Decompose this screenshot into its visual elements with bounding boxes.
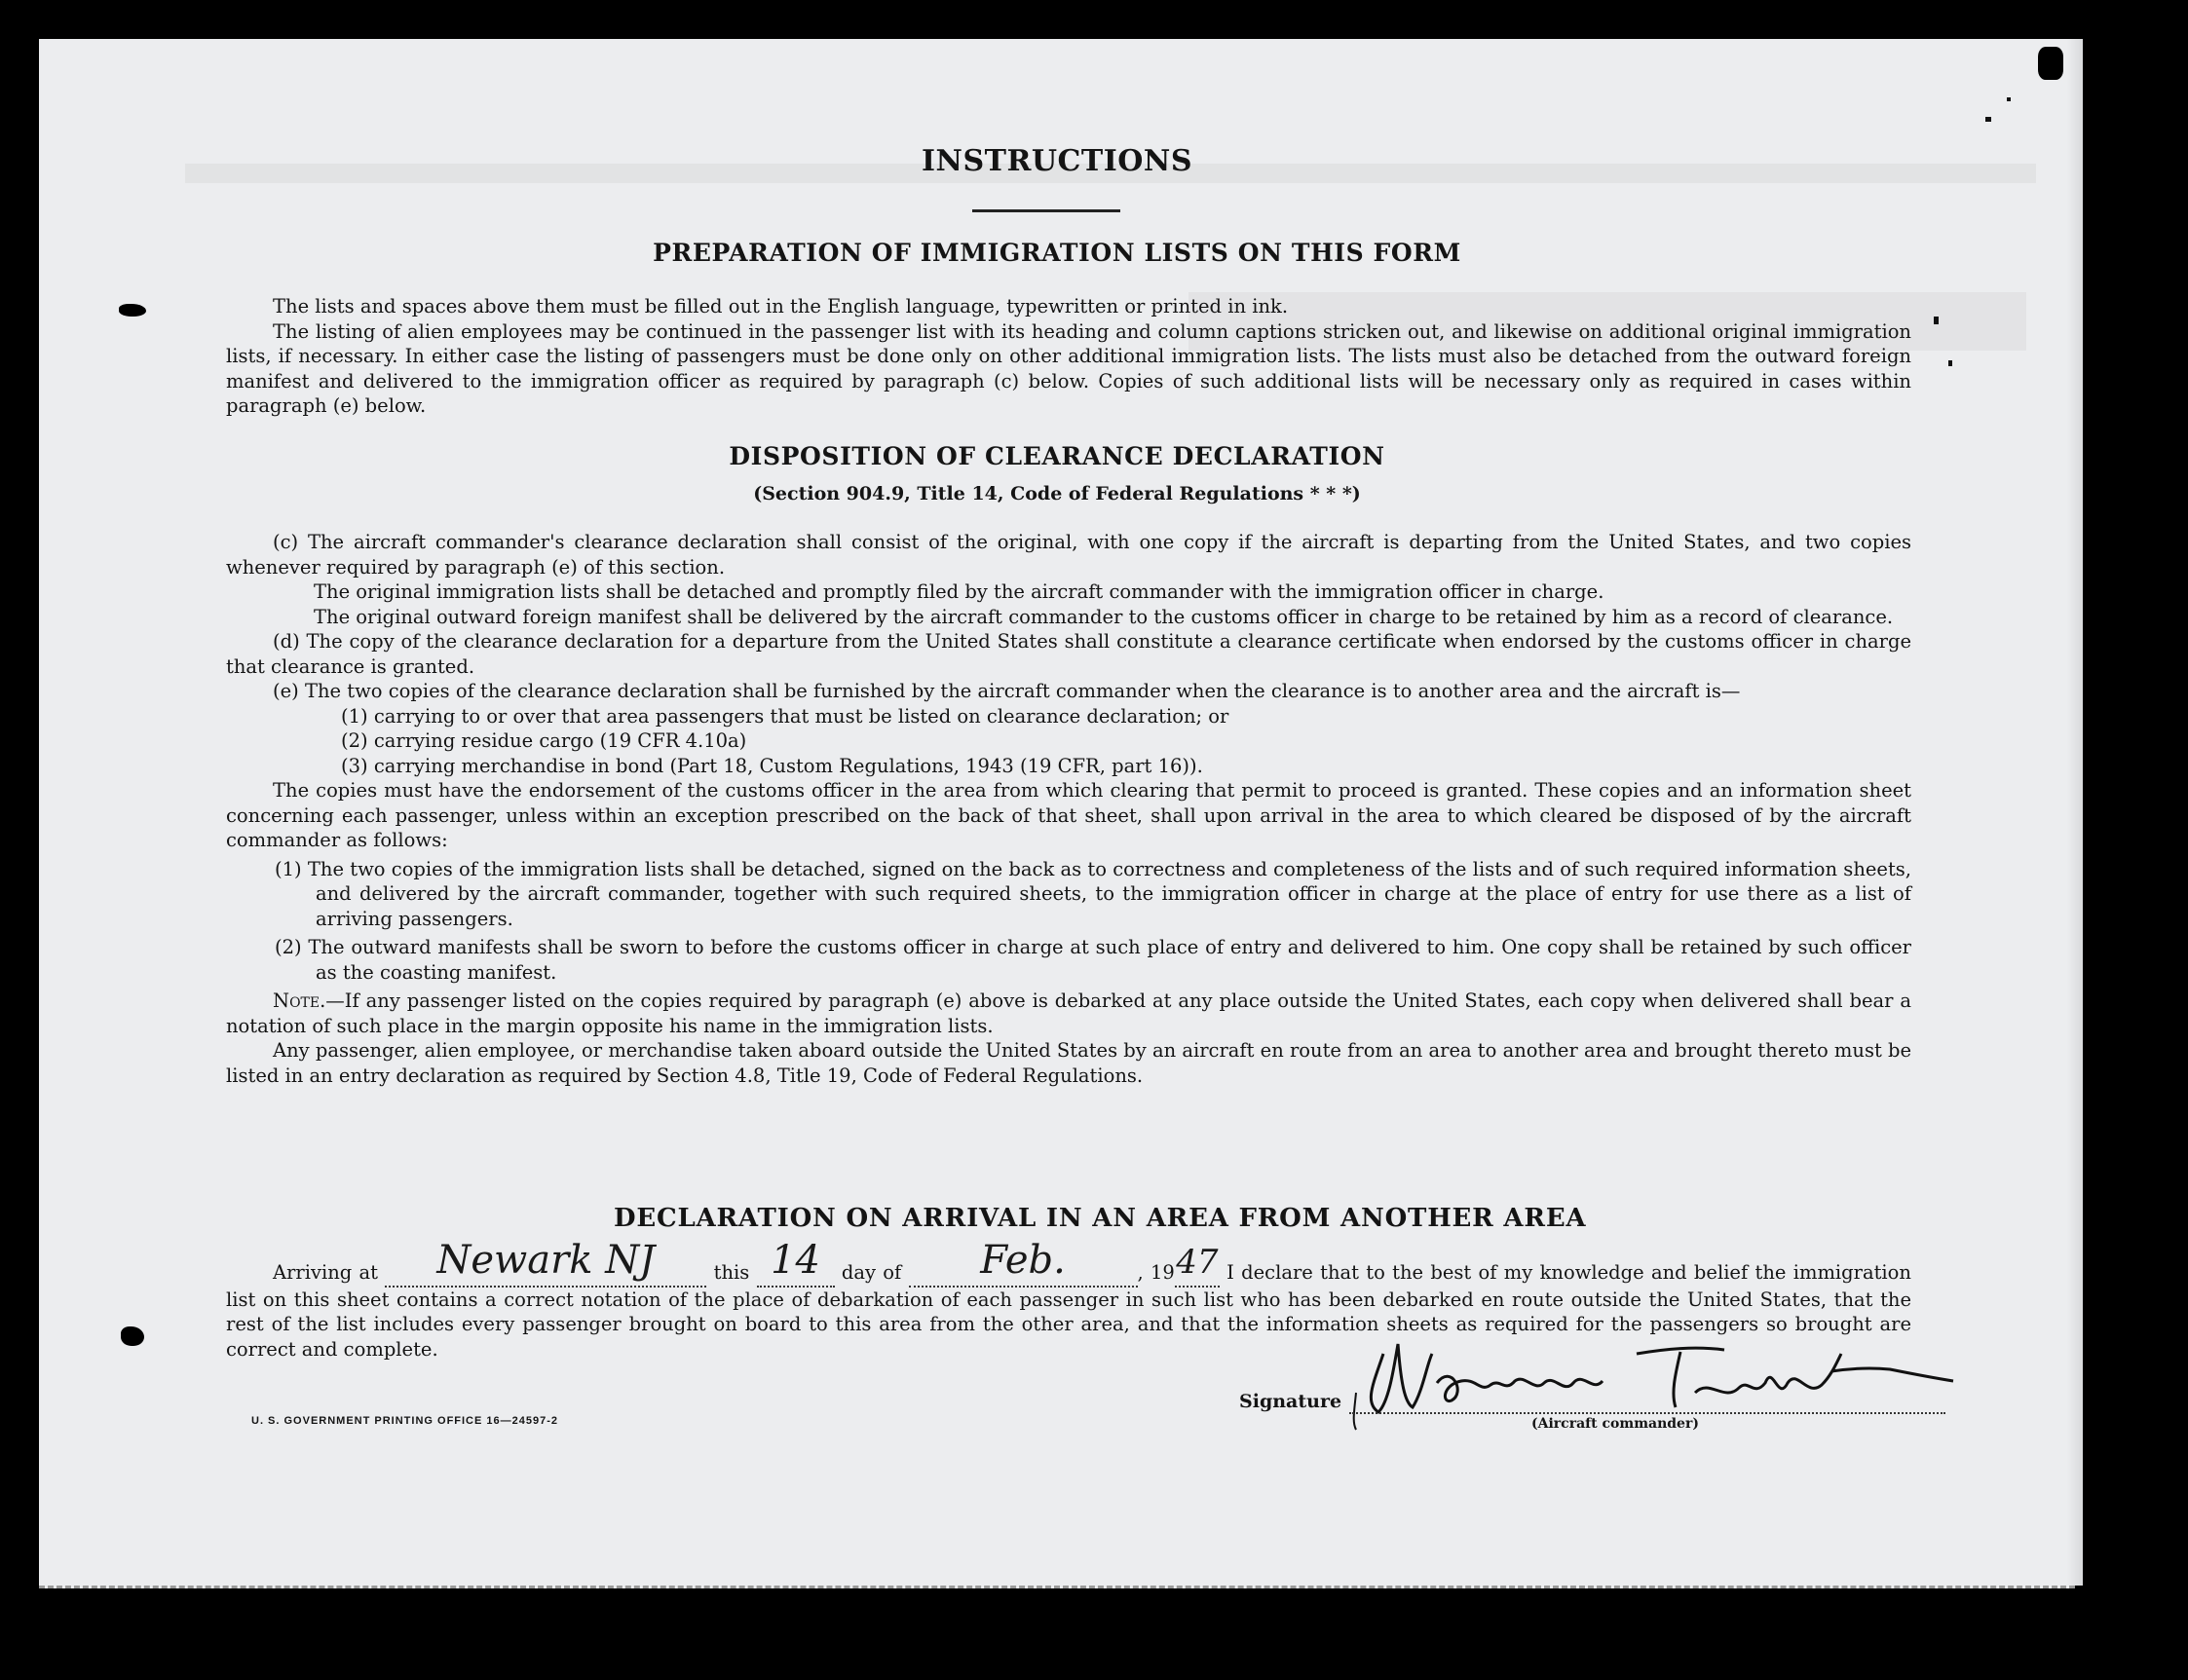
- paragraph-e-item-3: (3) carrying merchandise in bond (Part 18, Custom Regulations, 1943 (19 CFR, part 16)).: [341, 754, 1203, 777]
- paragraph-e: (e) The two copies of the clearance declaration shall be furnished by the aircraft commander when the clearance is to another area and the aircraft is—: [273, 680, 1741, 702]
- speck-mark: [2007, 97, 2011, 101]
- paragraph-c: (c) The aircraft commander's clearance declaration shall consist of the original, with one copy if the aircraft is departing from the United States, and two copies whenever required by paragraph (e) of this section.: [226, 531, 1911, 579]
- preparation-paragraph-2: The listing of alien employees may be continued in the passenger list with its heading and column captions stricken out, and likewise on additional original immigration lists, if necessary. In either case the listing of passengers must be done only on other additional immigration lists. The lists must also be detached from the outward foreign manifest and delivered to the immigration officer as required by paragraph (c) below. Copies of such additional lists will be necessary only as required in cases within paragraph (e) below.: [226, 319, 1911, 417]
- arriving-at-label: Arriving at: [273, 1261, 379, 1284]
- printing-office-imprint: U. S. GOVERNMENT PRINTING OFFICE 16—24597-2: [251, 1415, 559, 1427]
- note-text: —If any passenger listed on the copies required by paragraph (e) above is debarked at any place outside the United States, each copy when delivered shall bear a notation of such place in the margin opposite his name in the immigration lists.: [226, 989, 1911, 1037]
- arriving-at-value: Newark NJ: [436, 1238, 656, 1283]
- paragraph-c-immigration-lists: The original immigration lists shall be detached and promptly filed by the aircraft commander with the immigration officer in charge.: [314, 580, 1604, 603]
- page-edge-shadow: [2067, 39, 2083, 1586]
- punch-hole-mark: [121, 1326, 144, 1346]
- title-divider: [972, 209, 1120, 212]
- disposition-section: [226, 530, 1911, 1088]
- paragraph-e-item-1: (1) carrying to or over that area passengers that must be listed on clearance declaration; or: [341, 704, 1229, 728]
- day-field[interactable]: [757, 1238, 835, 1288]
- section-heading-preparation: PREPARATION OF IMMIGRATION LISTS ON THIS FORM: [653, 239, 1461, 267]
- speck-mark: [1948, 360, 1952, 366]
- paragraph-c-outward-manifest: [226, 605, 1911, 630]
- torn-corner-mark: [2038, 47, 2063, 80]
- paragraph-e-item-2: (2) carrying residue cargo (19 CFR 4.10a): [341, 729, 747, 752]
- document-page: [39, 39, 2075, 1588]
- note-label: Note.: [273, 989, 326, 1012]
- arriving-at-field[interactable]: [385, 1238, 706, 1288]
- note-paragraph: [226, 989, 1911, 1038]
- day-of-label: day of: [841, 1261, 902, 1284]
- declaration-statement: I declare that to the best of my knowledge and belief the immigration list on this sheet contains a correct notation of the place of debarkation of each passenger in such list who has been debarked en route outside the United States, that the rest of the list includes every passenger brought on board to this area from the other area, and that the information sheets as required for the passengers so brought are correct and complete.: [226, 1261, 1911, 1361]
- signature-line[interactable]: [1349, 1412, 1945, 1414]
- year-field[interactable]: [1175, 1243, 1220, 1288]
- paragraph-copies: The copies must have the endorsement of the customs officer in the area from which clearing that permit to proceed is granted. These copies and an information sheet concerning each passenger, unless within an exception prescribed on the back of that sheet, shall upon arrival in the area to which cleared be disposed of by the aircraft commander as follows:: [226, 779, 1911, 851]
- section-heading-disposition: DISPOSITION OF CLEARANCE DECLARATION: [729, 442, 1385, 470]
- year-prefix: , 19: [1137, 1261, 1175, 1284]
- speck-mark: [1934, 317, 1939, 324]
- paragraph-d: (d) The copy of the clearance declaration for a departure from the United States shall constitute a clearance certificate when endorsed by the customs officer in charge that clearance is granted.: [226, 630, 1911, 678]
- paragraph-c-outward-manifest-text: The original outward foreign manifest shall be delivered by the aircraft commander to the customs officer in charge to be retained by him as a record of clearance.: [314, 605, 1894, 628]
- preparation-paragraph-1: The lists and spaces above them must be filled out in the English language, typewritten or printed in ink.: [273, 295, 1289, 317]
- paragraph-any-passenger: Any passenger, alien employee, or merchandise taken aboard outside the United States by an aircraft en route from an area to another area and brought thereto must be listed in an entry declaration as required by Section 4.8, Title 19, Code of Federal Regulations.: [226, 1039, 1912, 1087]
- speck-mark: [1985, 117, 1991, 122]
- punch-hole-mark: [119, 304, 146, 317]
- follow-item-1: (1) The two copies of the immigration lists shall be detached, signed on the back as to correctness and completeness of the lists and of such required information sheets, and delivered by the aircraft commander, together with such required sheets, to the immigration officer in charge at the place of entry for use there as a list of arriving passengers.: [275, 857, 1911, 930]
- declaration-heading: DECLARATION ON ARRIVAL IN AN AREA FROM ANOTHER AREA: [614, 1204, 1587, 1233]
- month-field[interactable]: [909, 1238, 1138, 1288]
- year-value: 47: [1176, 1243, 1219, 1282]
- section-subheading-regulation: (Section 904.9, Title 14, Code of Federal Regulations * * *): [753, 483, 1361, 504]
- this-label: this: [713, 1261, 750, 1284]
- day-value: 14: [771, 1238, 820, 1283]
- follow-item-2: (2) The outward manifests shall be sworn to before the customs officer in charge at such place of entry and delivered to him. One copy shall be retained by such officer as the coasting manifest.: [275, 936, 1911, 984]
- month-value: Feb.: [980, 1238, 1066, 1283]
- signature-caption: (Aircraft commander): [1531, 1416, 1699, 1432]
- page-title: INSTRUCTIONS: [922, 144, 1192, 178]
- preparation-section: [226, 294, 1911, 419]
- signature-label: Signature: [1239, 1391, 1342, 1412]
